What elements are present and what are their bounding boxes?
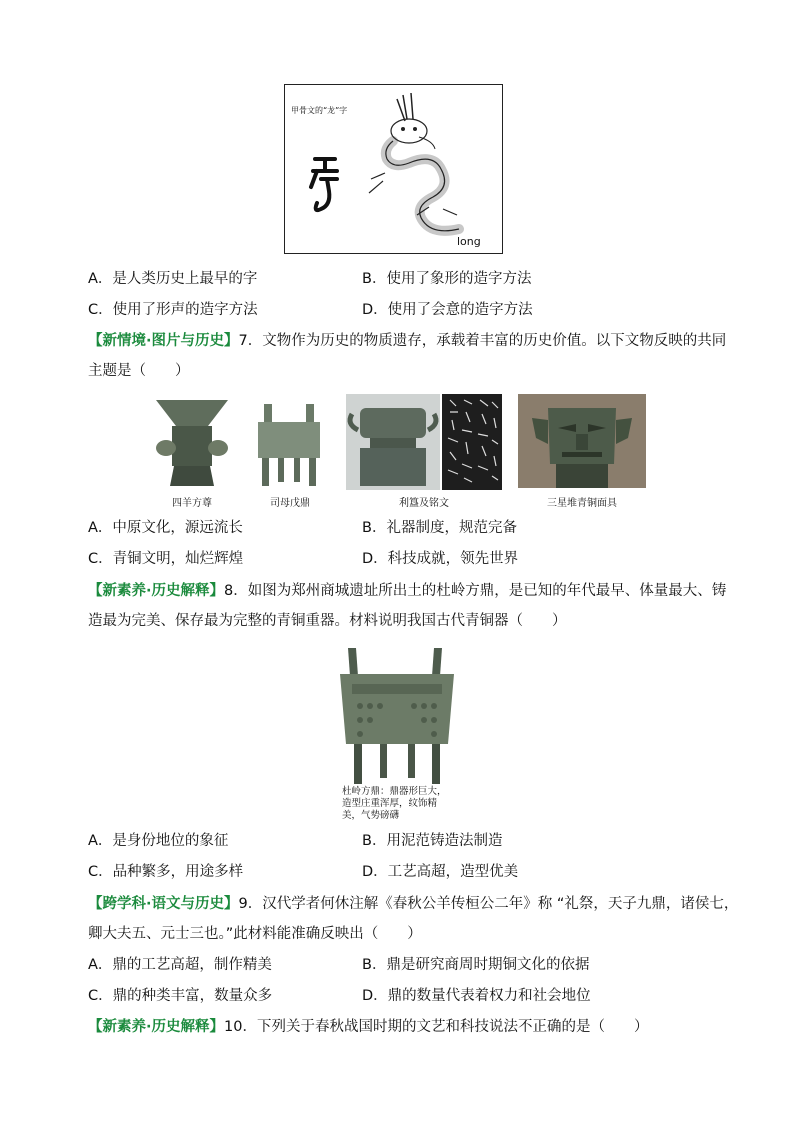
q10-stem-line1 [88, 1017, 648, 1037]
q9-option-b: B．鼎是研究商周时期铜文化的依据 [362, 957, 590, 973]
q6-option-a: A．是人类历史上最早的字 [88, 271, 258, 287]
dragon-illustration [363, 89, 483, 245]
caption-four-ram-zun: 四羊方尊 [172, 498, 212, 509]
q7-option-c: C．青铜文明，灿烂辉煌 [88, 551, 244, 567]
duling-caption-line3: 美，气势磅礴 [342, 810, 400, 821]
q8-option-b: B．用泥范铸造法制造 [362, 833, 503, 849]
sanxingdui-mask-image [518, 394, 646, 488]
caption-li-gui: 利簋及铭文 [399, 498, 449, 509]
q9-stem-line1 [88, 894, 738, 914]
q6-option-b: B．使用了象形的造字方法 [362, 271, 532, 287]
q7-option-b: B．礼器制度，规范完备 [362, 520, 517, 536]
q8-option-c: C．品种繁多，用途多样 [88, 864, 244, 880]
q9-option-a: A．鼎的工艺高超，制作精美 [88, 957, 272, 973]
q7-tag: 【新情境·图片与历史】 [88, 333, 239, 349]
caption-sanxingdui-mask: 三星堆青铜面具 [547, 498, 617, 509]
li-gui-image [346, 394, 440, 490]
caption-simuwu-ding: 司母戊鼎 [270, 498, 310, 509]
q8-option-d: D．工艺高超，造型优美 [362, 864, 519, 880]
inscription-rubbing-image [442, 394, 502, 490]
duling-caption-line2: 造型庄重浑厚，纹饰精 [342, 798, 438, 809]
q6-option-d: D．使用了会意的造字方法 [362, 302, 533, 318]
duling-fangding-image [338, 646, 458, 786]
q8-stem-text: 8．如图为郑州商城遗址所出土的杜岭方鼎，是已知的年代最早、体量最大、铸 [224, 583, 727, 599]
q9-option-c: C．鼎的种类丰富，数量众多 [88, 988, 273, 1004]
q7-option-a: A．中原文化，源远流长 [88, 520, 243, 536]
duling-caption [342, 786, 447, 822]
q6-option-c: C．使用了形声的造字方法 [88, 302, 258, 318]
duling-caption-line1: 杜岭方鼎：鼎器形巨大， [342, 786, 447, 797]
pinyin-label: long [457, 235, 481, 248]
q7-option-d: D．科技成就，领先世界 [362, 551, 519, 567]
q8-tag: 【新素养·历史解释】 [88, 583, 225, 599]
oracle-dragon-figure [284, 84, 503, 254]
q9-tag: 【跨学科·语文与历史】 [88, 896, 239, 912]
q9-option-d: D．鼎的数量代表着权力和社会地位 [362, 988, 591, 1004]
q8-stem-line2: 造最为完美、保存最为完整的青铜重器。材料说明我国古代青铜器（ ） [88, 613, 567, 629]
q10-tag: 【新素养·历史解释】 [88, 1019, 225, 1035]
oracle-character-glyph [307, 151, 347, 221]
figure-label: 甲骨文的“龙”字 [291, 106, 348, 115]
q7-stem-line1 [88, 331, 726, 351]
q9-stem-line2: 卿大夫五、元士三也。”此材料能准确反映出（ ） [88, 926, 422, 942]
q8-stem-line1 [88, 581, 726, 601]
q9-stem-text: 9．汉代学者何休注解《春秋公羊传桓公二年》称 “礼祭，天子九鼎，诸侯七， [238, 896, 739, 912]
simuwu-ding-image [252, 404, 326, 488]
four-ram-zun-image [152, 396, 232, 490]
q8-option-a: A．是身份地位的象征 [88, 833, 229, 849]
q7-stem-text: 7．文物作为历史的物质遗存，承载着丰富的历史价值。以下文物反映的共同 [238, 333, 727, 349]
q10-stem-text: 10．下列关于春秋战国时期的文艺和科技说法不正确的是（ ） [224, 1019, 649, 1035]
q7-stem-line2: 主题是（ ） [88, 363, 190, 379]
